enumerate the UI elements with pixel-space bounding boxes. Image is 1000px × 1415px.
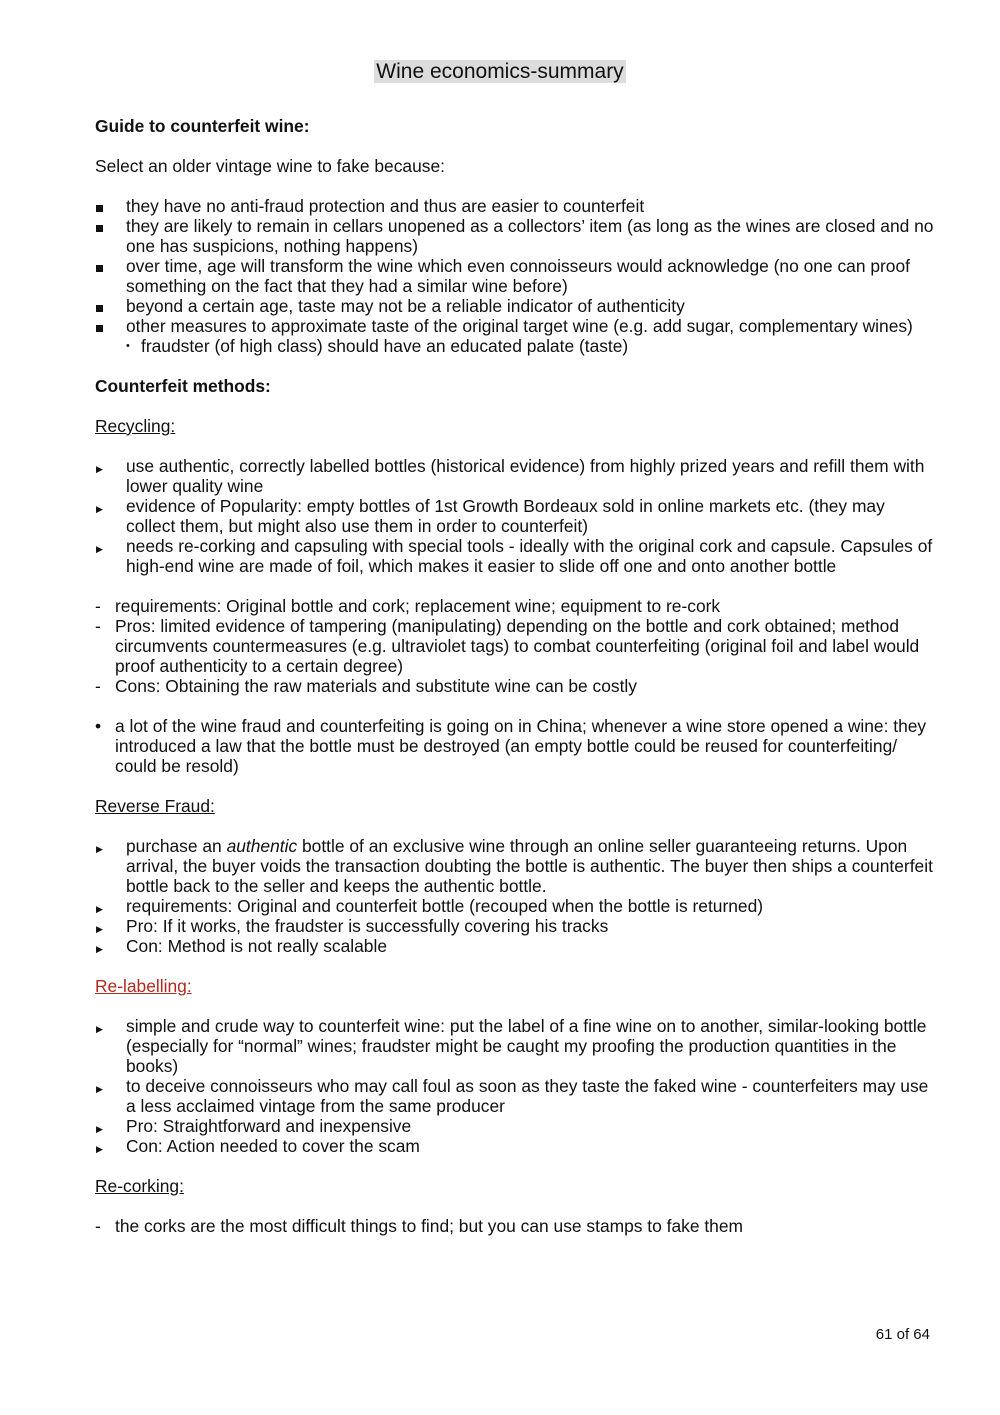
list-item: ▶ purchase an authentic bottle of an exclusive wine through an online seller guaranteeing returns. Upon arrival, the buyer voids the transaction doubting the bottle is authentic. The buyer then ships a counterfeit bottle back to the seller and keeps the authentic bottle. — [96, 836, 933, 896]
triangle-bullet-icon: ▶ — [96, 1084, 103, 1094]
triangle-bullet-icon: ▶ — [96, 924, 103, 934]
list-item: - Cons: Obtaining the raw materials and substitute wine can be costly — [95, 676, 637, 696]
dot-bullet-icon: • — [95, 716, 102, 736]
list-item: - the corks are the most difficult things to find; but you can use stamps to fake them — [95, 1216, 743, 1236]
list-item: ▶ evidence of Popularity: empty bottles of 1st Growth Bordeaux sold in online markets etc. (they may collect them, but might also use them in order to counterfeit) — [96, 496, 885, 536]
triangle-bullet-icon: ▶ — [96, 904, 103, 914]
list-item: ▶ requirements: Original and counterfeit bottle (recouped when the bottle is returned) — [95, 896, 935, 916]
square-bullet-icon — [96, 325, 103, 332]
guide-list — [95, 196, 935, 336]
dash-bullet-icon: - — [95, 596, 101, 616]
list-item: they have no anti-fraud protection and thus are easier to counterfeit — [95, 196, 935, 216]
list-item: ▶ Pro: Straightforward and inexpensive — [95, 1116, 935, 1136]
triangle-bullet-icon: ▶ — [96, 1024, 103, 1034]
emphasis-text: authentic — [226, 836, 298, 856]
recorking-dash-list — [95, 1216, 935, 1236]
recorking-heading: Re-corking: — [95, 1176, 184, 1196]
square-bullet-icon — [96, 205, 103, 212]
document-body — [95, 116, 935, 1236]
list-item: ▶ Con: Method is not really scalable — [95, 936, 935, 956]
guide-heading: Guide to counterfeit wine: — [95, 116, 310, 136]
page-title-text: Wine economics-summary — [376, 60, 624, 83]
list-item: ▶ use authentic, correctly labelled bottles (historical evidence) from highly prized years and refill them with lower quality wine — [96, 456, 925, 496]
triangle-bullet-icon: ▶ — [96, 844, 103, 854]
list-item: • a lot of the wine fraud and counterfeiting is going on in China; whenever a wine store opened a wine: they introduced a law that the bottle must be destroyed (an empty bottle could be reused for counterfeiting/ could be resold) — [95, 716, 927, 776]
list-item: other measures to approximate taste of the original target wine (e.g. add sugar, complementary wines) — [95, 316, 935, 336]
reverse-fraud-list — [95, 836, 935, 956]
page-number: 61 of 64 — [875, 1326, 930, 1343]
list-item: ▶ Pro: If it works, the fraudster is successfully covering his tracks — [95, 916, 935, 936]
triangle-bullet-icon: ▶ — [96, 464, 103, 474]
dash-bullet-icon: - — [95, 676, 101, 696]
triangle-bullet-icon: ▶ — [96, 1124, 103, 1134]
dot-bullet-icon: • — [126, 340, 130, 352]
recycling-dash-list — [95, 596, 935, 696]
methods-heading: Counterfeit methods: — [95, 376, 271, 396]
square-bullet-icon — [96, 305, 103, 312]
list-item: ▶ to deceive connoisseurs who may call foul as soon as they taste the faked wine - counterfeiters may use a less acclaimed vintage from the same producer — [96, 1076, 929, 1116]
list-item: • fraudster (of high class) should have an educated palate (taste) — [126, 336, 629, 356]
list-item: beyond a certain age, taste may not be a reliable indicator of authenticity — [95, 296, 935, 316]
recycling-heading: Recycling: — [95, 416, 176, 436]
triangle-bullet-icon: ▶ — [96, 944, 103, 954]
guide-sub-list — [95, 336, 935, 356]
relabelling-heading: Re-labelling: — [95, 976, 192, 996]
dash-bullet-icon: - — [95, 616, 101, 636]
square-bullet-icon — [96, 225, 103, 232]
list-item: over time, age will transform the wine which even connoisseurs would acknowledge (no one can proof something on the fact that they had a similar wine before) — [95, 256, 935, 296]
recycling-dot-list — [95, 716, 935, 776]
triangle-bullet-icon: ▶ — [96, 1144, 103, 1154]
triangle-bullet-icon: ▶ — [96, 504, 103, 514]
reverse-fraud-heading: Reverse Fraud: — [95, 796, 215, 816]
dash-bullet-icon: - — [95, 1216, 101, 1236]
list-item: they are likely to remain in cellars unopened as a collectors’ item (as long as the wines are closed and no one has suspicions, nothing happens) — [95, 216, 935, 256]
triangle-bullet-icon: ▶ — [96, 544, 103, 554]
list-item: - Pros: limited evidence of tampering (manipulating) depending on the bottle and cork obtained; method circumvents countermeasures (e.g. ultraviolet tags) to combat counterfeiting (original foil and label would proof authenticity to a certain degree) — [95, 616, 920, 676]
guide-intro: Select an older vintage wine to fake because: — [95, 156, 445, 176]
square-bullet-icon — [96, 265, 103, 272]
list-item: ▶ needs re-corking and capsuling with special tools - ideally with the original cork and capsule. Capsules of high-end wine are made of foil, which makes it easier to slide off one and onto another bottle — [96, 536, 933, 576]
recycling-list — [95, 456, 935, 576]
relabelling-list — [95, 1016, 935, 1156]
list-item: ▶ Con: Action needed to cover the scam — [95, 1136, 935, 1156]
list-item: - requirements: Original bottle and cork; replacement wine; equipment to re-cork — [95, 596, 721, 616]
list-item: ▶ simple and crude way to counterfeit wine: put the label of a fine wine on to another, similar-looking bottle (especially for “normal” wines; fraudster might be caught my proofing the production quantities in the books) — [96, 1016, 927, 1076]
page-title — [0, 59, 1000, 85]
